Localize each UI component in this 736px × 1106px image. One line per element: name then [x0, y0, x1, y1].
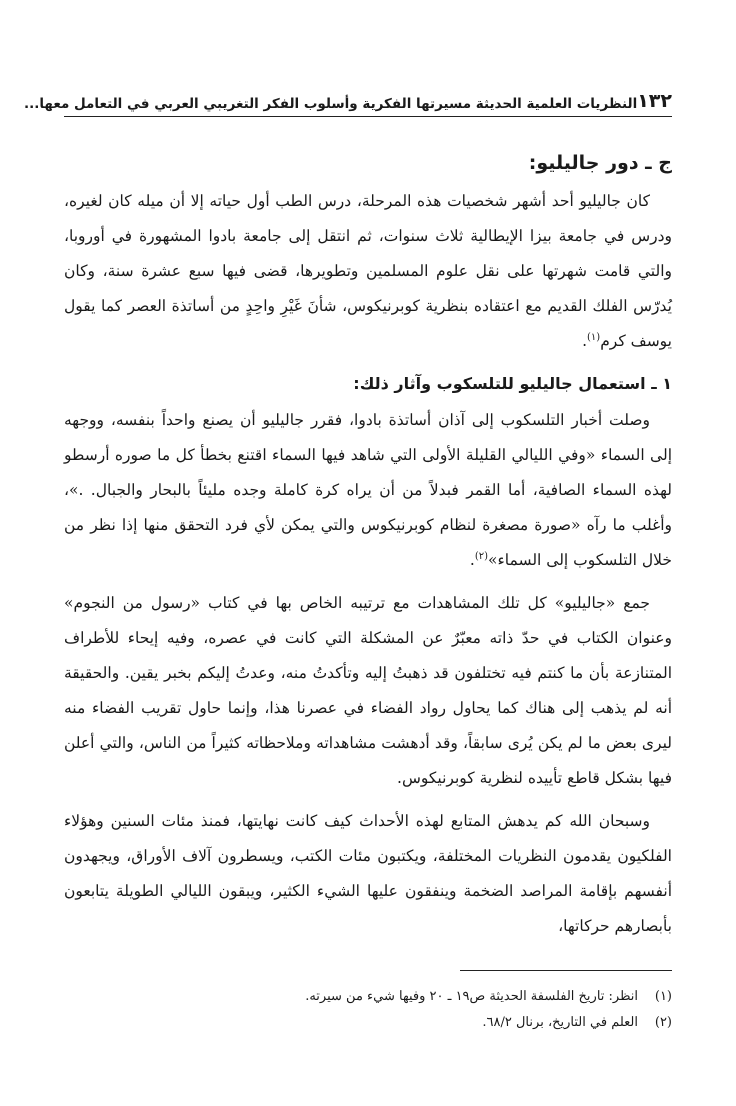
paragraph-text: كان جاليليو أحد أشهر شخصيات هذه المرحلة، درس الطب أول حياته إلا أن ميله كان لغيره، ودرس في جامعة بيزا الإيطالية ثلاث سنوات، ثم انتقل إلى جامعة بادوا المشهورة في أوروبا، والتي قامت شهرتها على نقل علوم المسلمين وتطويرها، قضى فيها سبع عشرة سنة، وكان يُدرّس الفلك القديم مع اعتقاده بنظرية كوبرنيكوس، شأنَ غَيْرِ واحِدٍ من أساتذة العصر كما يقول يوسف كرم	[64, 192, 672, 350]
footnote-ref-2[interactable]: (٢)	[474, 550, 489, 562]
footnote-ref-1[interactable]: (١)	[587, 331, 601, 343]
paragraph-messenger-from-stars: جمع «جاليليو» كل تلك المشاهدات مع ترتيبه الخاص بها في كتاب «رسول من النجوم» وعنوان الكتاب في حدّ ذاته معبّرٌ عن المشكلة التي كانت في عصره، وفيه إيحاء للأطراف المتنازعة بأن ما كنتم فيه تختلفون قد ذهبتُ إليه وتأكدتُ منه، وعدتُ إليكم بخبر يقين. والحقيقة أنه لم يذهب إلى هناك كما يحاول رواد الفضاء في عصرنا هذا، وإنما حاول تقريب الفضاء منه ليرى بعض ما لم يكن يُرى سابقاً، وقد أدهشت مشاهداته وملاحظاته كثيراً من الناس، والتي أعلن فيها بشكل قاطع تأييده لنظرية كوبرنيكوس.	[64, 594, 672, 787]
paragraph-telescope	[64, 403, 672, 578]
page-number: ١٣٢	[637, 90, 672, 112]
footnotes	[64, 984, 672, 1036]
paragraph-galileo-bio	[64, 184, 672, 359]
running-header	[23, 84, 672, 117]
paragraph-end: .	[582, 332, 587, 350]
subsection-heading-telescope: ١ ـ استعمال جاليليو للتلسكوب وآثار ذلك:	[353, 374, 672, 393]
footnote-text: انظر: تاريخ الفلسفة الحديثة ص١٩ ـ ٢٠ وفيها شيء من سيرته.	[305, 989, 638, 1004]
footnote-marker: (١)	[654, 989, 672, 1004]
running-title: النظريات العلمية الحديثة مسيرتها الفكرية وأسلوب الفكر التغريبي العربي في التعامل معها...	[23, 96, 638, 112]
page-body	[64, 146, 672, 952]
paragraph-end: .	[469, 551, 475, 569]
section-heading-galileo-role: ج ـ دور جاليليو:	[528, 152, 672, 174]
paragraph-astronomers: وسبحان الله كم يدهش المتابع لهذه الأحداث كيف كانت نهايتها، فمنذ مئات السنين وهؤلاء الفلكيون يقدمون النظريات المختلفة، ويكتبون مئات الكتب، ويسطرون آلاف الأوراق، ويجهدون أنفسهم بإقامة المراصد الضخمة وينفقون عليها الشيء الكثير، ويبقون الليالي الطويلة يتابعون بأبصارهم حركاتها،	[64, 812, 672, 935]
paragraph-text: وصلت أخبار التلسكوب إلى آذان أساتذة بادوا، فقرر جاليليو أن يصنع واحداً بنفسه، ووجهه إلى السماء «وفي الليالي القليلة الأولى التي شاهد فيها السماء اقتنع بخطأ كل ما صوره أرسطو لهذه السماء الصافية، أما القمر فبدلاً من أن يراه كرة كاملة وجده مليئاً بالبحار والجبال. .»، وأغلب ما رآه «صورة مصغرة لنظام كوبرنيكوس والتي يمكن لأي فرد التحقق منها إذا نظر من خلال التلسكوب إلى السماء»	[64, 411, 672, 569]
footnote-marker: (٢)	[654, 1015, 672, 1030]
footnote-text: العلم في التاريخ، برنال ٦٨/٢.	[482, 1015, 638, 1030]
footnote-1	[64, 984, 672, 1010]
footnote-divider	[460, 970, 672, 971]
footnote-2	[64, 1010, 672, 1036]
